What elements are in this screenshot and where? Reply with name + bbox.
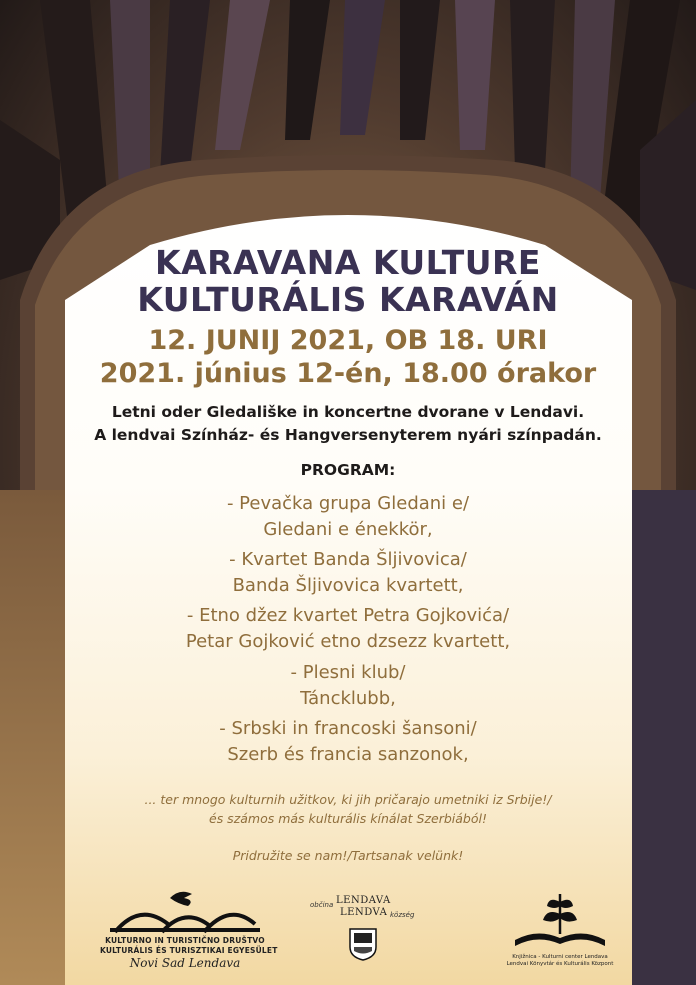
venue-hungarian: A lendvai Színház- és Hangversenyterem nyári színpadán.	[94, 426, 602, 444]
logo-center-prefix: občina	[310, 901, 334, 909]
program-heading: PROGRAM:	[300, 461, 396, 479]
coat-of-arms-icon	[348, 927, 378, 961]
logo-right-line1: Knjižnica - Kulturni center Lendava	[512, 954, 608, 960]
program-line: - Plesni klub/	[290, 662, 406, 683]
program-line: - Srbski in francoski šansoni/	[219, 718, 477, 739]
logo-left-line1: KULTURNO IN TURISTIČNO DRUŠTVO	[105, 936, 265, 945]
logo-knjiznica-lendava	[505, 890, 615, 980]
program-line: Táncklubb,	[300, 688, 396, 709]
logo-center-suffix: község	[390, 911, 415, 919]
bridge-dove-icon	[100, 888, 270, 934]
logo-right-line2: Lendvai Könyvtár és Kulturális Központ	[506, 961, 614, 967]
program-line: - Kvartet Banda Šljivovica/	[229, 549, 467, 570]
join-us: Pridružite se nam!/Tartsanak velünk!	[232, 848, 464, 863]
date-hungarian: 2021. június 12-én, 18.00 órakor	[99, 358, 597, 389]
title-slovene: KARAVANA KULTURE	[155, 243, 541, 282]
venue-slovene: Letni oder Gledališke in koncertne dvorane v Lendavi.	[111, 403, 585, 421]
date-slovene: 12. JUNIJ 2021, OB 18. URI	[148, 325, 548, 356]
title-hungarian: KULTURÁLIS KARAVÁN	[137, 280, 559, 319]
program-line: - Etno džez kvartet Petra Gojkovića/	[186, 605, 510, 626]
program-line: Gledani e énekkör,	[263, 519, 433, 540]
logo-novi-sad-lendava	[100, 888, 278, 978]
wheat-book-icon	[505, 890, 615, 952]
program-line: Banda Šljivovica kvartett,	[232, 575, 464, 596]
program-line: Szerb és francia sanzonok,	[227, 744, 469, 765]
logo-left-script: Novi Sad Lendava	[129, 956, 241, 970]
note-hungarian: és számos más kulturális kínálat Szerbiából!	[209, 811, 487, 826]
note-slovene: ... ter mnogo kulturnih užitkov, ki jih pričarajo umetniki iz Srbije!/	[144, 792, 552, 807]
logo-left-line2: KULTURÁLIS ÉS TURISZTIKAI EGYESÜLET	[100, 946, 278, 955]
logo-obcina-lendava	[310, 895, 420, 975]
logo-center-name2: LENDVA	[340, 907, 388, 918]
program-line: Petar Gojković etno dzsezz kvartett,	[185, 631, 511, 652]
program-line: - Pevačka grupa Gledani e/	[226, 493, 470, 514]
logo-center-name1: LENDAVA	[336, 895, 391, 906]
